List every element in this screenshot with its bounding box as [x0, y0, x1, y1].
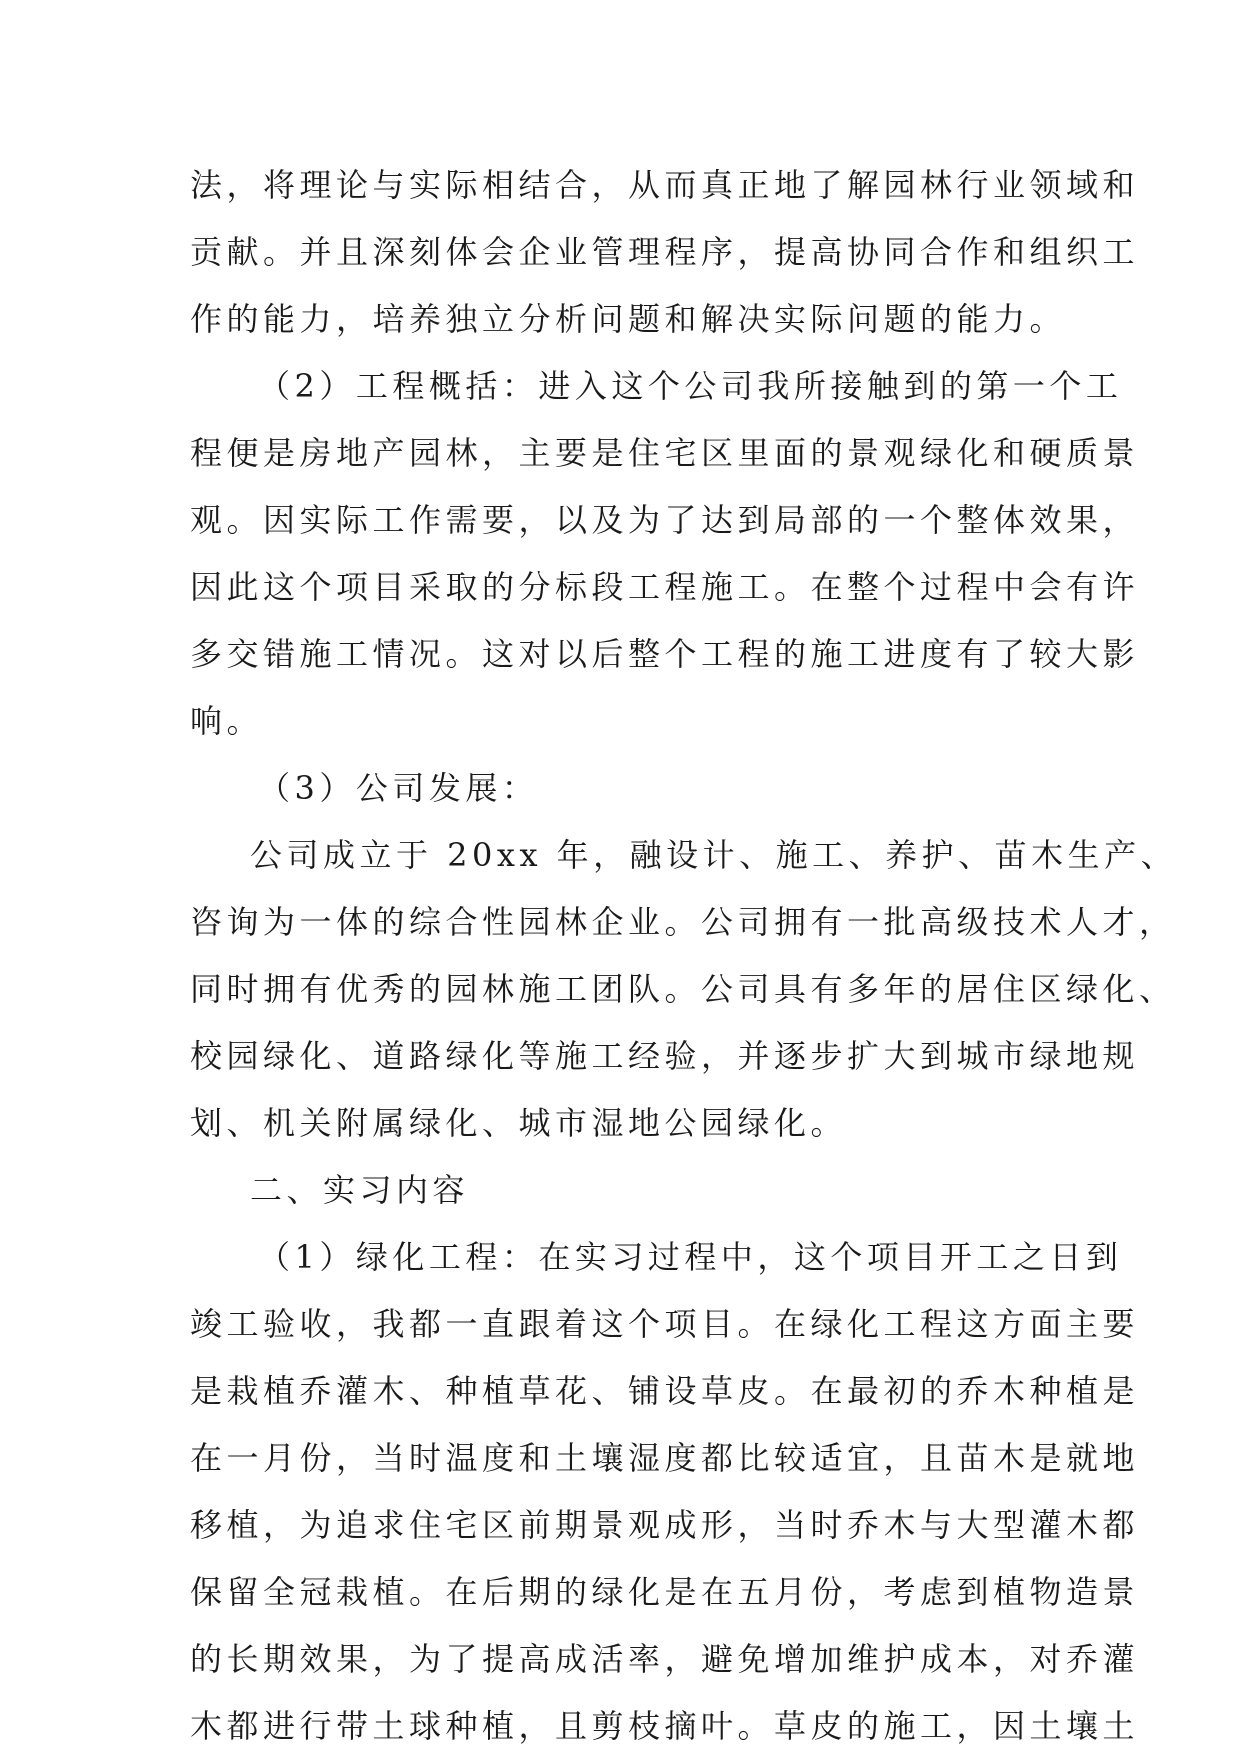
text-line: 响。	[190, 702, 264, 740]
text-line: 同时拥有优秀的园林施工团队。公司具有多年的居住区绿化、	[190, 970, 1176, 1008]
body-text	[190, 152, 1178, 1760]
text-line: 是栽植乔灌木、种植草花、铺设草皮。在最初的乔木种植是	[190, 1372, 1140, 1410]
text-line: 移植，为追求住宅区前期景观成形，当时乔木与大型灌木都	[190, 1506, 1140, 1544]
section-heading: 二、实习内容	[250, 1171, 470, 1209]
paragraph-start-line: （1）绿化工程：在实习过程中，这个项目开工之日到	[258, 1238, 1123, 1276]
text-line: 程便是房地产园林，主要是住宅区里面的景观绿化和硬质景	[190, 434, 1140, 472]
paragraph-start-line: （2）工程概括：进入这个公司我所接触到的第一个工	[258, 367, 1123, 405]
text-line: 校园绿化、道路绿化等施工经验，并逐步扩大到城市绿地规	[190, 1037, 1140, 1075]
text-line: 法，将理论与实际相结合，从而真正地了解园林行业领域和	[190, 166, 1140, 204]
text-line: 的长期效果，为了提高成活率，避免增加维护成本，对乔灌	[190, 1640, 1140, 1678]
text-line: 咨询为一体的综合性园林企业。公司拥有一批高级技术人才，	[190, 903, 1176, 941]
text-line: 多交错施工情况。这对以后整个工程的施工进度有了较大影	[190, 635, 1140, 673]
text-line: 在一月份，当时温度和土壤湿度都比较适宜，且苗木是就地	[190, 1439, 1140, 1477]
section-heading: （3）公司发展：	[258, 769, 539, 807]
text-line: 划、机关附属绿化、城市湿地公园绿化。	[190, 1104, 848, 1142]
text-line: 观。因实际工作需要，以及为了达到局部的一个整体效果，	[190, 501, 1140, 539]
text-line: 木都进行带土球种植，且剪枝摘叶。草皮的施工，因土壤土	[190, 1707, 1140, 1745]
text-line: 作的能力，培养独立分析问题和解决实际问题的能力。	[190, 300, 1067, 338]
text-line: 保留全冠栽植。在后期的绿化是在五月份，考虑到植物造景	[190, 1573, 1140, 1611]
text-line: 竣工验收，我都一直跟着这个项目。在绿化工程这方面主要	[190, 1305, 1140, 1343]
paragraph-start-line: 公司成立于 20xx 年，融设计、施工、养护、苗木生产、	[250, 836, 1178, 874]
text-line: 贡献。并且深刻体会企业管理程序，提高协同合作和组织工	[190, 233, 1140, 271]
text-line: 因此这个项目采取的分标段工程施工。在整个过程中会有许	[190, 568, 1140, 606]
